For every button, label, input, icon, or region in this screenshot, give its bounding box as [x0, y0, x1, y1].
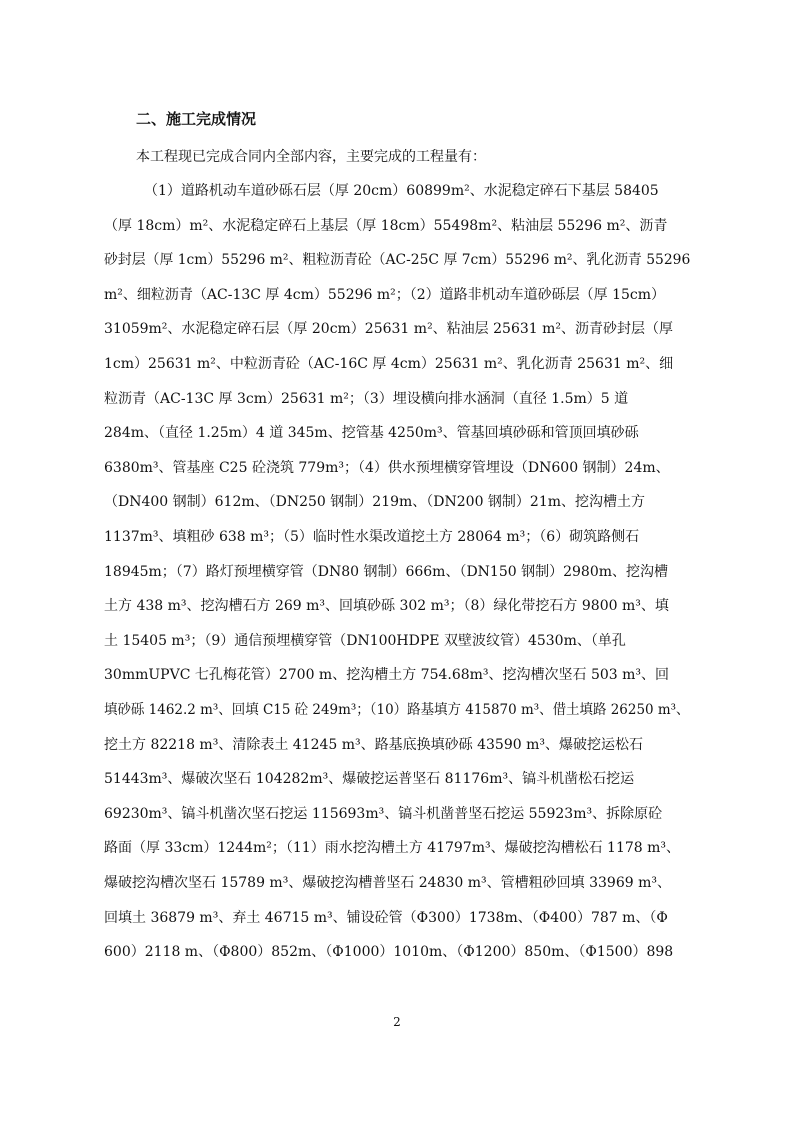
paragraph-line: （厚 18cm）m²、水泥稳定碎石上基层（厚 18cm）55498m²、粘油层 55296 m²、沥青 [104, 218, 668, 234]
paragraph-line: 砂封层（厚 1cm）55296 m²、粗粒沥青砼（AC-25C 厚 7cm）55296 m²、乳化沥青 55296 [104, 252, 691, 268]
section-heading: 二、施工完成情况 [136, 110, 257, 128]
paragraph-line: 1cm）25631 m²、中粒沥青砼（AC-16C 厚 4cm）25631 m²、乳化沥青 25631 m²、细 [104, 356, 674, 372]
paragraph-line: 粒沥青（AC-13C 厚 3cm）25631 m²；（3）埋设横向排水涵洞（直径 1.5m）5 道 [104, 391, 629, 407]
paragraph-line: 土 15405 m³；（9）通信预埋横穿管（DN100HDPE 双壁波纹管）4530m、（单孔 [104, 633, 626, 649]
paragraph-line: 路面（厚 33cm）1244m²；（11）雨水挖沟槽土方 41797m³、爆破挖沟槽松石 1178 m³、 [104, 840, 681, 856]
paragraph-line: m²、细粒沥青（AC-13C 厚 4cm）55296 m²；（2）道路非机动车道砂砾层（厚 15cm） [104, 287, 666, 303]
paragraph-line: 填砂砾 1462.2 m³、回填 C15 砼 249m³；（10）路基填方 415870 m³、借土填路 26250 m³、 [104, 702, 690, 718]
paragraph-line: 6380m³、管基座 C25 砼浇筑 779m³；（4）供水预埋横穿管埋设（DN600 钢制）24m、 [104, 460, 670, 476]
paragraph-line: 1137m³、填粗砂 638 m³；（5）临时性水渠改道挖土方 28064 m³；（6）砌筑路侧石 [104, 529, 640, 545]
intro-paragraph: 本工程现已完成合同内全部内容，主要完成的工程量有： [136, 149, 486, 165]
paragraph-line: 18945m；（7）路灯预埋横穿管（DN80 钢制）666m、（DN150 钢制）2980m、挖沟槽 [104, 564, 669, 580]
paragraph-line: 30mmUPVC 七孔梅花管）2700 m、挖沟槽土方 754.68m³、挖沟槽次坚石 503 m³、回 [104, 667, 670, 683]
paragraph-line: 爆破挖沟槽次坚石 15789 m³、爆破挖沟槽普坚石 24830 m³、管槽粗砂回填 33969 m³、 [104, 875, 671, 891]
paragraph-line: 31059m²、水泥稳定碎石层（厚 20cm）25631 m²、粘油层 25631 m²、沥青砂封层（厚 [104, 321, 674, 337]
paragraph-line: 69230m³、镐斗机凿次坚石挖运 115693m³、镐斗机凿普坚石挖运 55923m³、拆除原砼 [104, 806, 663, 822]
paragraph-line: 挖土方 82218 m³、清除表土 41245 m³、路基底换填砂砾 43590 m³、爆破挖运松石 [104, 737, 643, 753]
paragraph-line: （1）道路机动车道砂砾石层（厚 20cm）60899m²、水泥稳定碎石下基层 58405 [144, 183, 659, 199]
paragraph-line: （DN400 钢制）612m、（DN250 钢制）219m、（DN200 钢制）21m、挖沟槽土方 [104, 494, 646, 510]
paragraph-line: 284m、（直径 1.25m）4 道 345m、挖管基 4250m³、管基回填砂砾和管顶回填砂砾 [104, 425, 639, 441]
paragraph-line: 51443m³、爆破次坚石 104282m³、爆破挖运普坚石 81176m³、镐斗机凿松石挖运 [104, 771, 635, 787]
paragraph-line: 回填土 36879 m³、弃土 46715 m³、铺设砼管（Φ300）1738m、（Φ400）787 m、（Φ [104, 910, 668, 926]
page-number: 2 [393, 1015, 401, 1029]
paragraph-line: 600）2118 m、（Φ800）852m、（Φ1000）1010m、（Φ1200）850m、（Φ1500）898 [104, 944, 674, 960]
paragraph-line: 土方 438 m³、挖沟槽石方 269 m³、回填砂砾 302 m³；（8）绿化带挖石方 9800 m³、填 [104, 598, 669, 614]
